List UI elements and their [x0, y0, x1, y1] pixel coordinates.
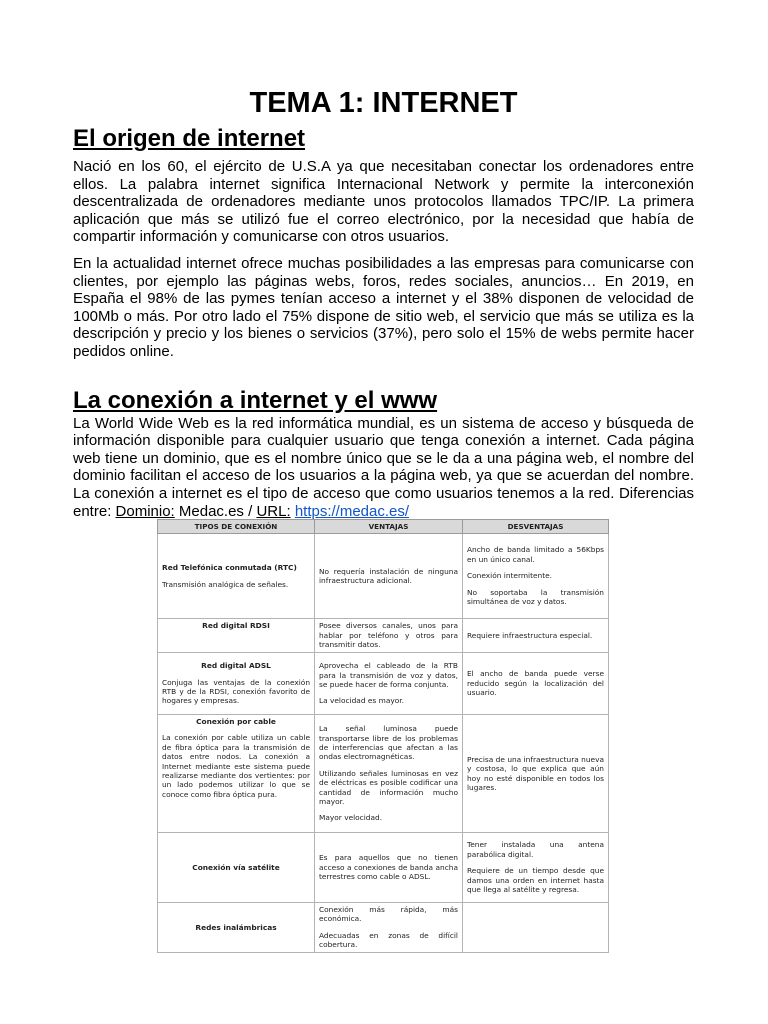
- type-name: Conexión vía satélite: [192, 862, 280, 872]
- type-name: Conexión por cable: [196, 717, 276, 726]
- table-row: [158, 534, 609, 619]
- type-name: Redes inalámbricas: [195, 922, 277, 932]
- disadvantage-item: Precisa de una infraestructura nueva y costosa, lo que explica que aún hoy no esté disponible en todos los lugares.: [467, 754, 604, 792]
- advantage-item: Mayor velocidad.: [319, 813, 383, 823]
- advantage-item: Posee diversos canales, unos para hablar por teléfono y otros para transmitir datos.: [319, 621, 458, 650]
- table-row: [158, 619, 609, 653]
- disadvantage-item: Conexión intermitente.: [467, 571, 553, 581]
- domain-label: Dominio:: [115, 502, 175, 520]
- document-page: [73, 84, 694, 520]
- paragraph-origen-1: Nació en los 60, el ejército de U.S.A ya que necesitaban conectar los ordenadores entre ellos. La palabra internet significa Internacional Network y permite la interconexión descentralizada de ordenadores mediante unos protocolos llamados TPC/IP. La primera aplicación que más se utilizó fue el correo electrónico, por la necesidad que había de compartir información y comunicarse con otros usuarios.: [73, 158, 694, 246]
- type-name: Red Telefónica conmutada (RTC): [162, 563, 297, 573]
- advantages-cell: [315, 833, 463, 903]
- table-row: [158, 715, 609, 833]
- advantage-item: Conexión más rápida, más económica.: [319, 905, 458, 924]
- header-desventajas: DESVENTAJAS: [463, 520, 609, 534]
- paragraph-conexion-text: La World Wide Web es la red informática mundial, es un sistema de acceso y búsqueda de información disponible para cualquier usuario que tenga conexión a internet. Cada página web tiene un dominio, que es el nombre único que se le da a una página web, el nombre del dominio facilitan el acceso de los usuarios a la página web, ya que se acuerdan del nombre. La conexión a internet es el tipo de acceso que como usuarios tenemos a la red. Diferencias entre:: [73, 414, 694, 520]
- header-tipos: TIPOS DE CONEXIÓN: [158, 520, 315, 534]
- advantage-item: La señal luminosa puede transportarse libre de los problemas de interferencias que afectan a las ondas electromagnéticas.: [319, 724, 458, 762]
- disadvantages-cell: [463, 833, 609, 903]
- type-cell: [158, 619, 315, 653]
- table-row: [158, 833, 609, 903]
- connection-types-table: [157, 519, 609, 953]
- page-title: TEMA 1: INTERNET: [249, 87, 518, 119]
- table-row: [158, 653, 609, 715]
- advantages-cell: [315, 653, 463, 715]
- type-name: Red digital RDSI: [202, 621, 270, 630]
- advantages-cell: [315, 715, 463, 833]
- advantages-cell: [315, 903, 463, 953]
- disadvantages-cell: [463, 653, 609, 715]
- paragraph-conexion: [73, 415, 694, 521]
- table-row: [158, 903, 609, 953]
- disadvantage-item: El ancho de banda puede verse reducido según la localización del usuario.: [467, 669, 604, 698]
- section-heading-origen: El origen de internet: [73, 125, 306, 152]
- url-label: URL:: [256, 502, 291, 520]
- disadvantages-cell: [463, 903, 609, 953]
- type-cell: [158, 715, 315, 833]
- type-cell: [158, 833, 315, 903]
- type-cell: [158, 903, 315, 953]
- type-cell: [158, 653, 315, 715]
- type-desc: La conexión por cable utiliza un cable de fibra óptica para la transmisión de datos entre nodos. La conexión a Internet mediante este sistema puede realizarse mediante dos vertientes: por un lado podemos utilizar lo que se conoce como fibra óptica pura.: [162, 733, 310, 799]
- disadvantages-cell: [463, 534, 609, 619]
- advantages-cell: [315, 619, 463, 653]
- advantage-item: La velocidad es mayor.: [319, 696, 404, 706]
- advantages-cell: [315, 534, 463, 619]
- advantage-item: No requería instalación de ninguna infraestructura adicional.: [319, 566, 458, 585]
- advantage-item: Adecuadas en zonas de difícil cobertura.: [319, 930, 458, 950]
- paragraph-origen-2: En la actualidad internet ofrece muchas posibilidades a las empresas para comunicarse con clientes, por ejemplo las páginas webs, foros, redes sociales, anuncios… En 2019, en España el 98% de las pymes tenían acceso a internet y el 38% disponen de velocidad de 100Mb o más. Por otro lado el 75% dispone de sitio web, el servicio que más se utiliza es la descripción y precio y los bienes o servicios (37%), pero solo el 15% de webs permite hacer pedidos online.: [73, 254, 694, 360]
- type-desc: Conjuga las ventajas de la conexión RTB y de la RDSI, conexión favorito de hogares y empresas.: [162, 677, 310, 706]
- disadvantage-item: Tener instalada una antena parabólica digital.: [467, 840, 604, 859]
- disadvantage-item: No soportaba la transmisión simultánea de voz y datos.: [467, 587, 604, 607]
- type-name: Red digital ADSL: [201, 661, 271, 671]
- disadvantage-item: Ancho de banda limitado a 56Kbps en un único canal.: [467, 545, 604, 564]
- disadvantage-item: Requiere infraestructura especial.: [467, 630, 593, 640]
- advantage-item: Aprovecha el cableado de la RTB para la transmisión de voz y datos, se puede hacer de forma conjunta.: [319, 661, 458, 689]
- connection-types-table-image: [157, 519, 608, 950]
- disadvantages-cell: [463, 715, 609, 833]
- disadvantages-cell: [463, 619, 609, 653]
- advantage-item: Utilizando señales luminosas en vez de eléctricas es posible codificar una cantidad de información mucho mayor.: [319, 768, 458, 807]
- header-ventajas: VENTAJAS: [315, 520, 463, 534]
- domain-value: Medac.es: [178, 502, 244, 520]
- type-cell: [158, 534, 315, 619]
- table-header-row: [158, 520, 609, 534]
- disadvantage-item: Requiere de un tiempo desde que damos una orden en internet hasta que llega al satélite y regresa.: [467, 866, 604, 895]
- section-heading-conexion: La conexión a internet y el www: [73, 386, 438, 414]
- advantage-item: Es para aquellos que no tienen acceso a conexiones de banda ancha terrestres como cable o ADSL.: [319, 853, 458, 882]
- type-desc: Transmisión analógica de señales.: [162, 579, 289, 589]
- separator: /: [248, 502, 253, 520]
- url-link[interactable]: https://medac.es/: [294, 502, 410, 520]
